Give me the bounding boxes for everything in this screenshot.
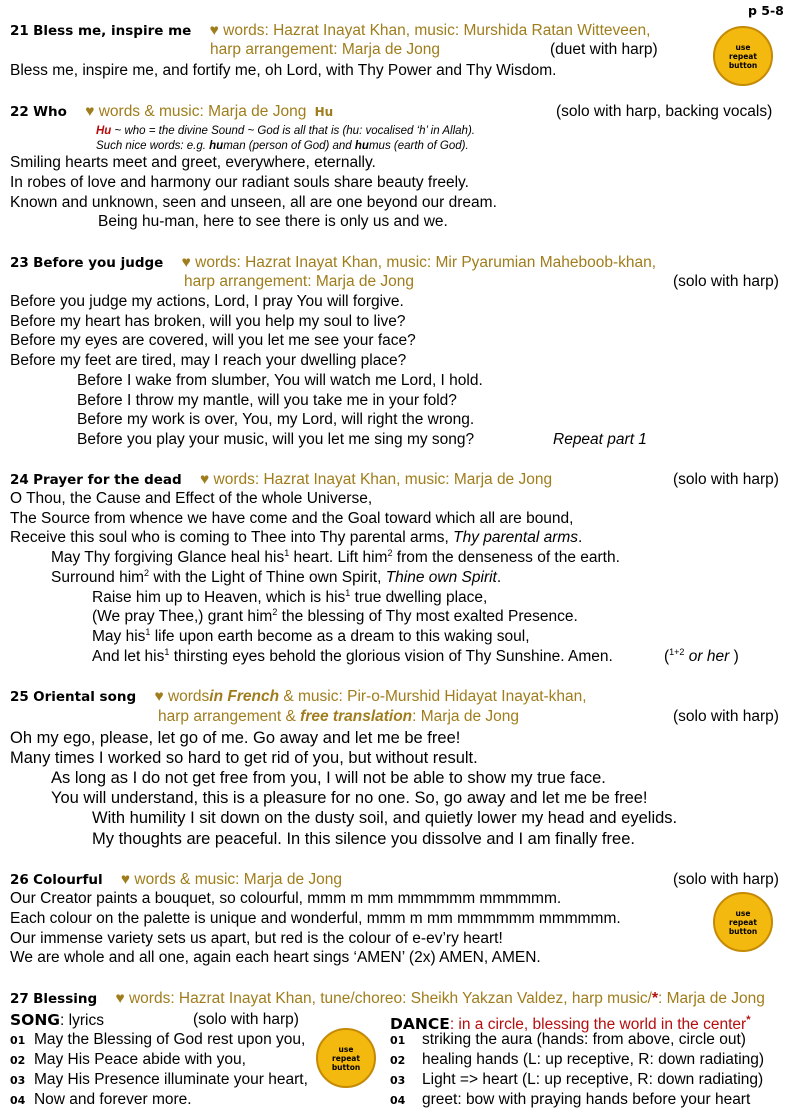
lyric-text: May his: [92, 628, 146, 645]
credit-text: ♥ words: [154, 688, 210, 705]
row-text: May His Presence illuminate your heart,: [33, 1071, 308, 1088]
lyric-line: Known and unknown, seen and unseen, all are one beyond our dream.: [10, 194, 497, 211]
footnote-text: or her: [684, 648, 730, 665]
credit-text: : Marja de Jong: [658, 990, 765, 1007]
credit-text: : Marja de Jong: [412, 708, 519, 725]
credit-emphasis: in French: [209, 688, 280, 705]
song-heading: [10, 22, 650, 40]
lyric-text: with the Light of Thine own Spirit,: [149, 569, 386, 586]
lyric-line: O Thou, the Cause and Effect of the whole Universe,: [10, 490, 373, 507]
song-subheading: [10, 1011, 104, 1030]
song-lyric-row: [10, 1031, 305, 1050]
song-credit: ♥ words & music: Marja de Jong: [120, 871, 343, 888]
lyric-line: Our Creator paints a bouquet, so colourful, mmm m mm mmmmmm mmmmmm.: [10, 890, 562, 907]
row-number: 03: [390, 1074, 406, 1087]
note-keyword: hu: [209, 140, 224, 152]
dance-star: *: [746, 1014, 751, 1026]
lyric-line: [51, 549, 620, 567]
song-sub: : lyrics: [60, 1012, 104, 1029]
song-credit: [154, 688, 586, 705]
song-arrangement: (solo with harp): [193, 1011, 299, 1028]
lyric-text: And let his: [92, 648, 165, 665]
repeat-button[interactable]: [713, 26, 773, 86]
row-text: May His Peace abide with you,: [33, 1051, 246, 1068]
song-arrangement: (solo with harp, backing vocals): [556, 103, 773, 120]
lyric-line: With humility I sit down on the dusty soil, and quietly lower my head and eyelids.: [92, 809, 678, 827]
song-arrangement: (solo with harp): [673, 871, 779, 888]
song-number: 22: [10, 104, 29, 120]
lyric-text: Receive this soul who is coming to Thee into Thy parental arms,: [10, 529, 454, 546]
note-keyword: hu: [354, 140, 369, 152]
note-text: ~ who = the divine Sound ~ God is all that is (hu: vocalised ‘h’ in Allah).: [111, 125, 475, 137]
lyric-text: Raise him up to Heaven, which is his: [92, 589, 346, 606]
lyric-text: the blessing of Thy most exalted Presence.: [277, 608, 578, 625]
row-text: Light => heart (L: up receptive, R: down radiating): [422, 1071, 764, 1088]
footnote-mark: 2: [144, 567, 150, 578]
lyric-line: Before I wake from slumber, You will watch me Lord, I hold.: [77, 372, 483, 389]
footnote-mark: 1: [164, 646, 170, 657]
row-number: 02: [390, 1054, 406, 1067]
lyric-line: Before my heart has broken, will you help my soul to live?: [10, 313, 406, 330]
row-text: May the Blessing of God rest upon you,: [33, 1031, 306, 1048]
lyric-line: Each colour on the palette is unique and wonderful, mmm m mm mmmmmm mmmmmm.: [10, 910, 621, 927]
lyric-line: [92, 648, 613, 666]
song-credit: [115, 990, 764, 1007]
song-heading: [10, 688, 587, 706]
lyric-text: from the denseness of the earth.: [392, 549, 620, 566]
row-text: striking the aura (hands: from above, circle out): [422, 1031, 746, 1048]
song-heading: [10, 471, 552, 489]
song-arrangement: (solo with harp): [673, 471, 779, 488]
lyric-text: .: [578, 529, 583, 546]
credit-emphasis: free translation: [300, 708, 413, 725]
song-number: 23: [10, 255, 29, 271]
lyric-text: true dwelling place,: [350, 589, 488, 606]
song-title: Oriental song: [33, 689, 137, 705]
song-note: [96, 137, 469, 155]
song-credit: ♥ words: Hazrat Inayat Khan, music: Murshida Ratan Witteveen,: [209, 22, 651, 39]
song-arrangement: (solo with harp): [673, 708, 779, 725]
footnote: [664, 648, 739, 666]
song-lyric-row: [10, 1071, 308, 1090]
lyric-line: In robes of love and harmony our radiant souls share beauty freely.: [10, 174, 469, 191]
repeat-button[interactable]: [713, 892, 773, 952]
row-number: 04: [10, 1094, 26, 1107]
song-credit: ♥ words: Hazrat Inayat Khan, music: Marja de Jong: [200, 471, 553, 488]
song-lyric-row: [10, 1051, 246, 1070]
credit-text: ♥ words: Hazrat Inayat Khan, tune/choreo: Sheikh Yakzan Valdez, harp music/: [115, 990, 652, 1007]
song-title: Who: [33, 104, 67, 120]
song-label: SONG: [10, 1011, 61, 1029]
song-number: 27: [10, 991, 29, 1007]
repeat-button[interactable]: [316, 1028, 376, 1088]
row-number: 01: [390, 1034, 406, 1047]
row-number: 03: [10, 1074, 26, 1087]
lyric-line: Being hu-man, here to see there is only us and we.: [98, 213, 448, 230]
footnote-mark: 1: [284, 547, 290, 558]
repeat-button-label: use repeat button: [728, 42, 758, 70]
footnote-mark: 1: [145, 626, 151, 637]
lyric-text: (We pray Thee,) grant him: [92, 608, 273, 625]
song-title: Colourful: [33, 872, 103, 888]
repeat-button-label: use repeat button: [331, 1044, 361, 1072]
lyric-text: May Thy forgiving Glance heal his: [51, 549, 285, 566]
dance-sub: : in a circle, blessing the world in the center: [449, 1016, 747, 1034]
footnote-mark: 2: [272, 606, 278, 617]
song-credit: ♥ words & music: Marja de Jong: [85, 103, 307, 120]
footnote-text: (: [664, 648, 670, 665]
song-credit: ♥ words: Hazrat Inayat Khan, music: Mir Pyarumian Maheboob-khan,: [181, 254, 657, 271]
repeat-note: Repeat part 1: [553, 431, 647, 448]
lyric-line: Before you play your music, will you let me sing my song?: [77, 431, 475, 448]
dance-step-row: [390, 1031, 746, 1050]
footnote-mark: 2: [387, 547, 393, 558]
note-text: Such nice words: e.g.: [96, 140, 210, 152]
dance-step-row: [390, 1051, 765, 1070]
dance-label: DANCE: [390, 1015, 450, 1034]
song-arrangement: (duet with harp): [550, 41, 658, 58]
song-heading: [10, 990, 765, 1008]
song-credit-line2: [158, 708, 519, 726]
lyric-line: Before my eyes are covered, will you let me see your face?: [10, 332, 416, 349]
credit-text: & music: Pir-o-Murshid Hidayat Inayat-khan,: [279, 688, 587, 705]
lyric-line: [92, 608, 578, 626]
song-heading: [10, 871, 342, 889]
row-number: 04: [390, 1094, 406, 1107]
song-number: 24: [10, 472, 29, 488]
credit-text: harp arrangement &: [158, 708, 301, 725]
song-title: Bless me, inspire me: [33, 23, 192, 39]
lyric-line: Smiling hearts meet and greet, everywhere, eternally.: [10, 154, 376, 171]
song-number: 21: [10, 23, 29, 39]
repeat-button-label: use repeat button: [728, 908, 758, 936]
dance-step-row: [390, 1071, 764, 1090]
song-number: 26: [10, 872, 29, 888]
row-number: 01: [10, 1034, 26, 1047]
lyric-line: Before my work is over, You, my Lord, will right the wrong.: [77, 411, 475, 428]
lyric-echo: Thy parental arms: [453, 529, 579, 546]
lyric-line: Many times I worked so hard to get rid of you, but without result.: [10, 749, 478, 767]
lyric-text: thirsting eyes behold the glorious vision of Thy Sunshine. Amen.: [169, 648, 613, 665]
song-title: Blessing: [33, 991, 98, 1007]
row-text: greet: bow with praying hands before your heart: [422, 1091, 751, 1108]
lyric-line: [92, 628, 530, 646]
lyric-line: We are whole and all one, again each heart sings ‘AMEN’ (2x) AMEN, AMEN.: [10, 949, 541, 966]
footnote-mark: 1: [345, 587, 351, 598]
lyric-line: The Source from whence we have come and the Goal toward which all are bound,: [10, 510, 574, 527]
lyric-line: Our immense variety sets us apart, but red is the colour of e-ev’ry heart!: [10, 930, 503, 947]
row-number: 02: [10, 1054, 26, 1067]
song-heading: [10, 254, 656, 272]
note-text: man (person of God) and: [223, 140, 355, 152]
lyric-line: Bless me, inspire me, and fortify me, oh Lord, with Thy Power and Thy Wisdom.: [10, 62, 557, 79]
credit-star: *: [651, 990, 659, 1007]
dance-step-row: [390, 1091, 751, 1110]
lyric-line: Before my feet are tired, may I reach your dwelling place?: [10, 352, 407, 369]
lyric-text: heart. Lift him: [289, 549, 388, 566]
row-text: Now and forever more.: [33, 1091, 192, 1108]
footnote-mark: 1+2: [669, 646, 685, 657]
lyric-line: Before I throw my mantle, will you take me in your fold?: [77, 392, 457, 409]
song-credit-line2: harp arrangement: Marja de Jong: [184, 273, 415, 290]
song-number: 25: [10, 689, 29, 705]
page-label: p 5-8: [748, 3, 784, 18]
song-arrangement: (solo with harp): [673, 273, 779, 290]
song-title: Prayer for the dead: [33, 472, 182, 488]
lyric-text: .: [496, 569, 502, 586]
lyric-line: Oh my ego, please, let go of me. Go away and let me be free!: [10, 729, 461, 747]
row-text: healing hands (L: up receptive, R: down radiating): [422, 1051, 765, 1068]
lyric-line: [10, 529, 582, 547]
lyric-text: life upon earth become as a dream to this waking soul,: [150, 628, 530, 645]
song-heading: [10, 103, 333, 121]
lyric-echo: Thine own Spirit: [385, 569, 497, 586]
lyric-line: As long as I do not get free from you, I will not be able to show my true face.: [51, 769, 606, 787]
song-title: Before you judge: [33, 255, 164, 271]
note-text: mus (earth of God).: [368, 140, 469, 152]
lyric-line: [92, 589, 487, 607]
lyric-line: My thoughts are peaceful. In this silence you dissolve and I am finally free.: [92, 830, 635, 848]
song-credit-line2: harp arrangement: Marja de Jong: [210, 41, 441, 58]
lyric-line: You will understand, this is a pleasure for no one. So, go away and let me be free!: [51, 789, 648, 807]
note-keyword: Hu: [96, 125, 112, 137]
footnote-text: ): [729, 648, 739, 665]
lyric-line: Before you judge my actions, Lord, I pray You will forgive.: [10, 293, 404, 310]
song-credit-tag: Hu: [314, 105, 334, 119]
lyric-text: Surround him: [51, 569, 145, 586]
song-lyric-row: [10, 1091, 192, 1110]
lyric-line: [51, 569, 501, 587]
